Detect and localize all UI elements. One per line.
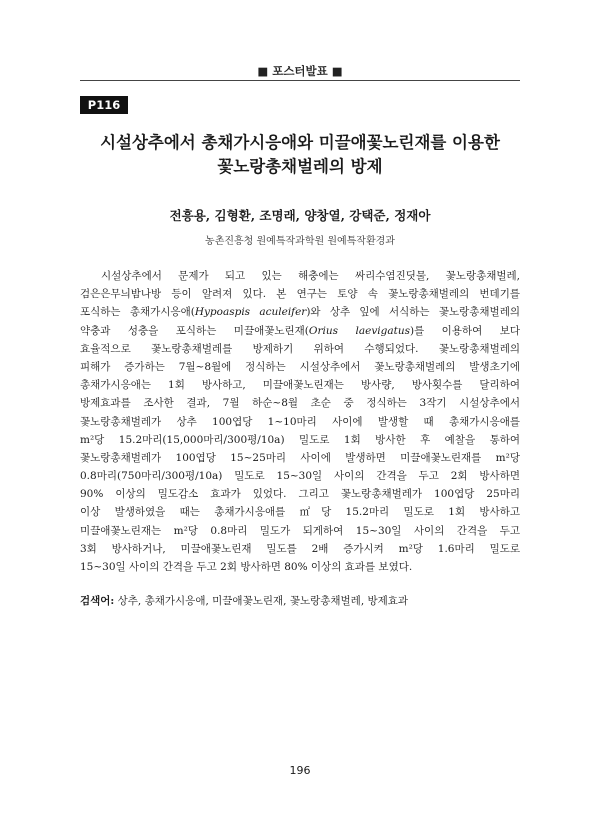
abstract-line: 90% 이상의 밀도감소 효과가 있었다. 그리고 꽃노랑총채벌레가 100엽당 25마리 [80, 488, 520, 501]
keywords-text: 상추, 총채가시응애, 미끌애꽃노린재, 꽃노랑총채벌레, 방제효과 [114, 595, 409, 607]
keywords [80, 592, 520, 610]
abstract-line: 15~30일 사이의 간격을 두고 2회 방사하면 80% 이상의 효과를 보였다. [80, 561, 413, 573]
abstract-line: 미끌애꽃노린재는 m²당 0.8마리 밀도가 되게하여 15~30일 사이의 간격을 두고 [80, 524, 520, 537]
keywords-label: 검색어: [80, 595, 115, 607]
abstract-line: 3회 방사하거나, 미끌애꽃노린재 밀도를 2배 증가시켜 m²당 1.6마리 밀도로 [80, 542, 520, 555]
abstract-line [80, 322, 520, 340]
species-name: Orius laevigatus [308, 324, 410, 337]
header-divider [80, 80, 520, 81]
abstract-line: 총채가시응애는 1회 방사하고, 미끌애꽃노린재는 방사량, 방사횟수를 달리하여 [80, 379, 520, 392]
section-header: ■ 포스터발표 ■ [257, 64, 343, 78]
abstract-line: 0.8마리(750마리/300평/10a) 밀도로 15~30일 사이의 간격을 두고 2회 방사하면 [80, 470, 520, 483]
affiliation: 농촌진흥청 원예특작과학원 원예특작환경과 [205, 236, 395, 247]
abstract-line: 피해가 증가하는 7월~8월에 정식하는 시설상추에서 꽃노랑총채벌레의 발생초기에 [80, 360, 520, 373]
abstract-body [80, 267, 520, 576]
abstract-line: 꽃노랑총채벌레가 100엽당 15~25마리 사이에 발생하면 미끌애꽃노린재를 m²당 [80, 451, 520, 464]
abstract-text: 약충과 성충을 포식하는 미끌애꽃노린재( [80, 324, 309, 337]
paper-title [60, 131, 540, 179]
abstract-line: m²당 15.2마리(15,000마리/300평/10a) 밀도로 1회 방사한 후 예찰을 통하여 [80, 433, 520, 446]
page-number: 196 [289, 764, 311, 777]
abstract-line: 방제효과를 조사한 결과, 7월 하순~8월 초순 중 정식하는 3작기 시설상추에서 [80, 397, 520, 410]
author-list: 전흥용, 김형환, 조명래, 양창열, 강택준, 정재아 [169, 208, 431, 223]
abstract-text: )와 상추 잎에 서식하는 꽃노랑총채벌레의 [306, 306, 520, 319]
abstract-line: 효율적으로 꽃노랑총채벌레를 방제하기 위하여 수행되었다. 꽃노랑총채벌레의 [80, 342, 520, 355]
title-line-2: 꽃노랑총채벌레의 방제 [217, 157, 383, 176]
abstract-text: 포식하는 총채가시응애( [80, 306, 195, 319]
abstract-text: )를 이용하여 보다 [409, 324, 520, 337]
species-name: Hypoaspis aculeifer [194, 306, 307, 319]
title-line-1: 시설상추에서 총채가시응애와 미끌애꽃노린재를 이용한 [100, 133, 500, 152]
abstract-line: 시설상추에서 문제가 되고 있는 해충에는 싸리수염진딧물, 꽃노랑총채벌레, [101, 270, 520, 282]
abstract-line: 이상 발생하였을 때는 총채가시응애를 ㎡당 15.2마리 밀도로 1회 방사하고 [80, 506, 520, 519]
abstract-line: 꽃노랑총채벌레가 상추 100엽당 1~10마리 사이에 발생할 때 총채가시응애를 [80, 415, 520, 428]
poster-id-badge: P116 [80, 96, 128, 114]
abstract-line: 검은은무늬밤나방 등이 알려져 있다. 본 연구는 토양 속 꽃노랑총채벌레의 번데기를 [80, 288, 520, 301]
abstract-line [80, 303, 520, 321]
